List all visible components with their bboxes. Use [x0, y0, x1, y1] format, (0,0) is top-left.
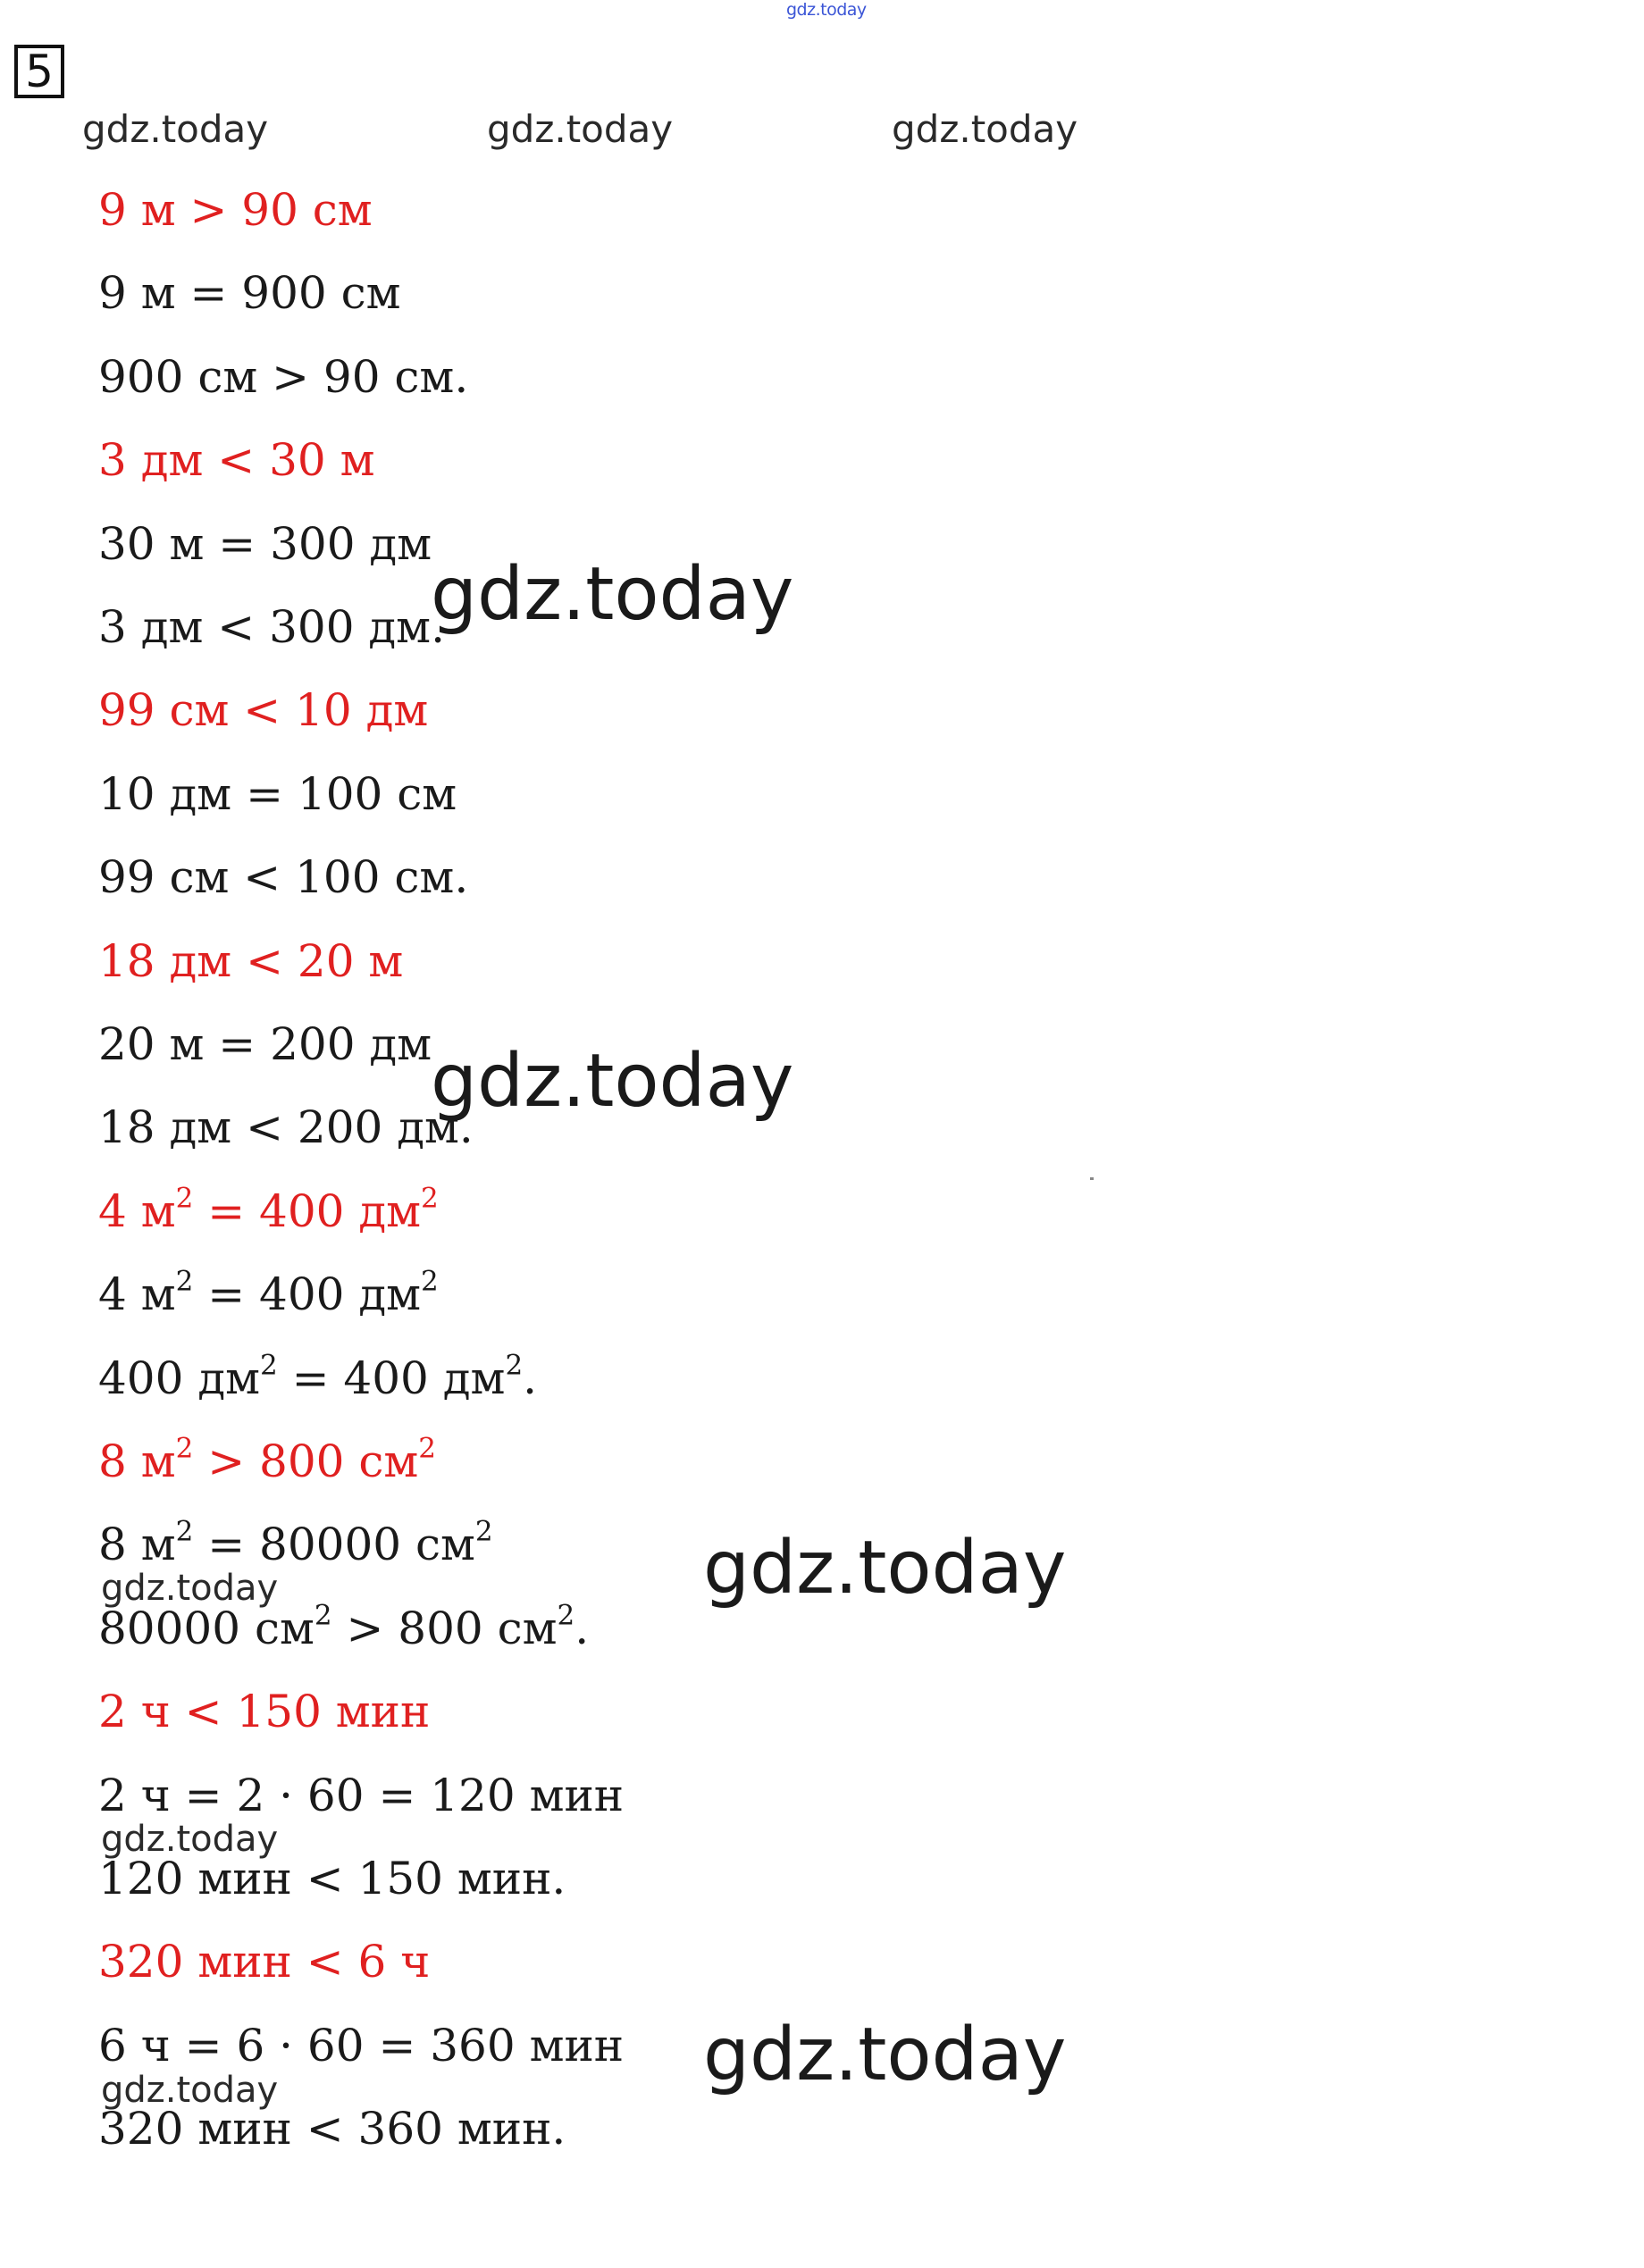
solution-line [98, 1599, 590, 1655]
top-watermark: gdz.today [786, 0, 867, 20]
superscript: 2 [175, 1432, 194, 1465]
superscript: 2 [314, 1599, 332, 1632]
line-text: 4 м [98, 1184, 176, 1237]
comparison-line [98, 183, 373, 237]
superscript: 2 [421, 1265, 439, 1298]
line-text: = 400 дм [193, 1268, 422, 1321]
superscript: 2 [474, 1515, 493, 1548]
watermark-text: gdz.today [101, 1819, 279, 1860]
superscript: 2 [421, 1182, 439, 1215]
superscript: 2 [418, 1432, 436, 1465]
comparison-line [98, 1432, 436, 1488]
line-text: 99 см < 100 см. [98, 851, 469, 904]
line-text: 9 м > 90 см [98, 184, 373, 236]
solution-line [98, 600, 445, 654]
line-text: = 400 дм [193, 1184, 422, 1237]
superscript: 2 [260, 1348, 278, 1381]
line-text: 120 мин < 150 мин. [98, 1853, 566, 1904]
comparison-line [98, 1935, 430, 1988]
line-text: 30 м = 300 дм [98, 517, 432, 570]
watermark-text: gdz.today [431, 552, 794, 637]
line-text: . [575, 1602, 590, 1654]
line-text: 99 см < 10 дм [98, 684, 429, 737]
watermark-text: gdz.today [101, 1568, 279, 1609]
line-text: 10 дм = 100 см [98, 767, 457, 820]
line-text: > 800 см [331, 1602, 558, 1654]
line-text: 80000 см [98, 1602, 315, 1654]
line-text: 18 дм < 200 дм. [98, 1101, 474, 1154]
watermark-text: gdz.today [892, 107, 1078, 151]
comparison-line [98, 934, 403, 988]
comparison-line [98, 433, 374, 487]
solution-line [98, 1852, 566, 1905]
watermark-text: gdz.today [431, 1039, 794, 1124]
line-text: 18 дм < 20 м [98, 934, 404, 987]
solution-line [98, 517, 432, 571]
solution-line [98, 1348, 538, 1405]
watermark-text: gdz.today [703, 2013, 1067, 2097]
line-text: 400 дм [98, 1352, 261, 1404]
watermark-text: gdz.today [487, 107, 674, 151]
line-text: 900 см > 90 см. [98, 350, 469, 403]
line-text: 8 м [98, 1435, 176, 1487]
comparison-line [98, 1184, 439, 1238]
superscript: 2 [175, 1515, 194, 1548]
superscript: 2 [175, 1265, 194, 1298]
line-text: 3 дм < 300 дм. [98, 601, 445, 653]
stray-mark [1090, 1177, 1094, 1180]
watermark-text: gdz.today [101, 2070, 279, 2111]
line-text: > 800 см [193, 1435, 419, 1487]
line-text: 20 м = 200 дм [98, 1018, 432, 1070]
watermark-text: gdz.today [703, 1526, 1067, 1611]
line-text: 9 м = 900 см [98, 267, 401, 320]
solution-line [98, 2019, 624, 2072]
solution-line [98, 1101, 474, 1154]
solution-line [98, 1017, 432, 1071]
watermark-text: gdz.today [82, 107, 269, 151]
line-text: = 80000 см [193, 1519, 475, 1571]
line-text: 320 мин < 360 мин. [98, 2103, 566, 2155]
superscript: 2 [505, 1348, 524, 1381]
line-text: = 400 дм [277, 1352, 506, 1404]
superscript: 2 [557, 1599, 575, 1632]
superscript: 2 [175, 1182, 194, 1215]
line-text: 6 ч = 6 · 60 = 360 мин [98, 2019, 625, 2071]
solution-line [98, 1265, 439, 1321]
line-text: 2 ч = 2 · 60 = 120 мин [98, 1769, 625, 1821]
task-number-box: 5 [14, 45, 64, 98]
line-text: 2 ч < 150 мин [98, 1686, 431, 1738]
solution-line [98, 350, 468, 404]
solution-line [98, 850, 468, 904]
solution-line [98, 767, 457, 821]
solution-line [98, 1769, 624, 1822]
line-text: 8 м [98, 1519, 176, 1571]
line-text: . [523, 1352, 538, 1404]
comparison-line [98, 683, 428, 737]
solution-line [98, 1515, 493, 1571]
line-text: 320 мин < 6 ч [98, 1936, 431, 1988]
solution-line [98, 266, 401, 320]
line-text: 3 дм < 30 м [98, 434, 375, 487]
comparison-line [98, 1685, 430, 1738]
line-text: 4 м [98, 1268, 176, 1321]
